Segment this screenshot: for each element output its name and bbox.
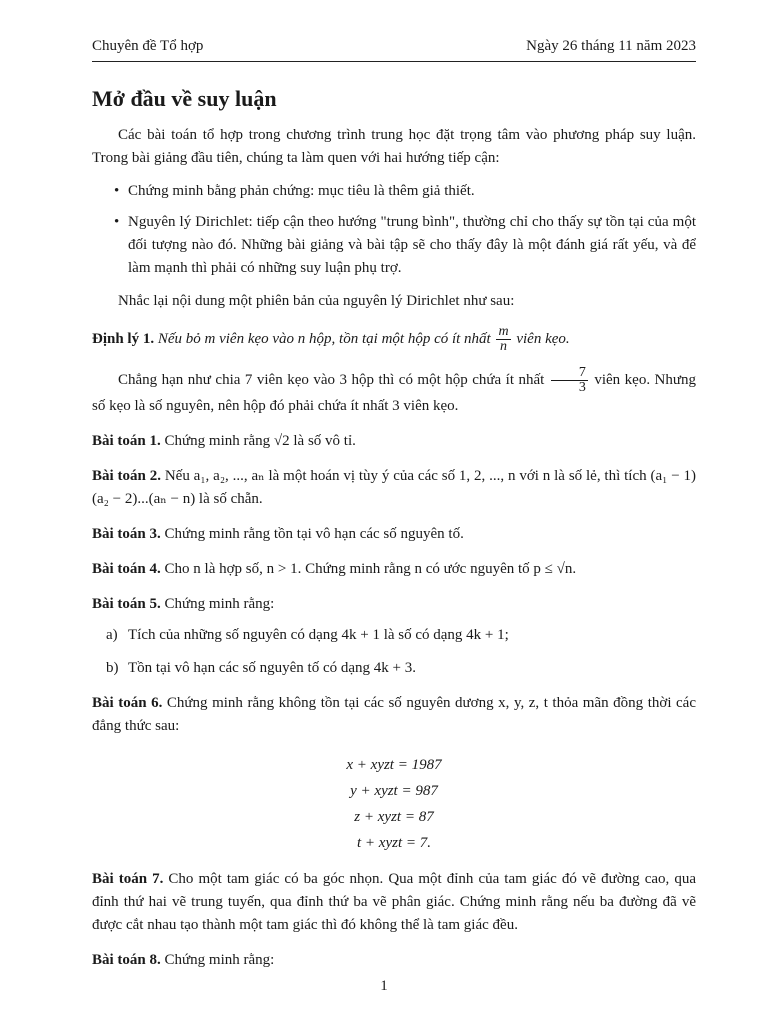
problem-label: Bài toán 7. <box>92 871 164 887</box>
intro-paragraph: Các bài toán tổ hợp trong chương trình trung học đặt trọng tâm vào phương pháp suy luận. Trong bài giảng đầu tiên, chúng ta làm quen với hai hướng tiếp cận: <box>92 127 696 166</box>
problem-text: Cho một tam giác có ba góc nhọn. Qua một đỉnh của tam giác đó vẽ đường cao, qua đỉnh thứ hai vẽ trung tuyến, qua đỉnh thứ ba vẽ phân giác. Chứng minh rằng nếu ba đường đã vẽ được cắt nhau tạo thành một tam giác thì đó không thể là tam giác đều. <box>92 871 697 933</box>
problem-5 <box>92 593 696 616</box>
problem-label: Bài toán 8. <box>92 952 161 968</box>
problem-2 <box>92 465 696 511</box>
equation: t + xyzt = 7. <box>357 835 431 851</box>
theorem-text: Nếu bỏ m viên kẹo vào n hộp, tồn tại một hộp có ít nhất <box>157 330 491 347</box>
list-item: • Nguyên lý Dirichlet: tiếp cận theo hướng "trung bình", thường chỉ cho thấy sự tồn tại của một đối tượng nào đó. Những bài giảng và bài tập sẽ cho thấy đây là một đánh giá rất yếu, và để làm mạnh thì phải có những suy luận phụ trợ. <box>92 211 696 280</box>
equation: x + xyzt = 1987 <box>346 757 442 773</box>
problem-label: Bài toán 4. <box>92 561 161 577</box>
problem-label: Bài toán 2. <box>92 468 161 484</box>
theorem-1 <box>92 325 696 354</box>
list-item: • Chứng minh bằng phản chứng: mục tiêu là thêm giả thiết. <box>92 180 696 203</box>
header-right: Ngày 26 tháng 11 năm 2023 <box>526 38 696 54</box>
section-title: Mở đầu về suy luận <box>92 86 277 111</box>
problem-text: Chứng minh rằng √2 là số vô tỉ. <box>164 433 356 449</box>
page-number: 1 <box>380 978 388 994</box>
problem-text: Chứng minh rằng không tồn tại các số nguyên dương x, y, z, t thỏa mãn đồng thời các đẳng thức sau: <box>92 695 697 734</box>
problem-3 <box>92 523 696 546</box>
problem-text: Chứng minh rằng: <box>164 952 275 968</box>
problem-4 <box>92 558 696 581</box>
list-item: b) Tồn tại vô hạn các số nguyên tố có dạng 4k + 3. <box>106 660 416 676</box>
example-paragraph: Chẳng hạn như chia 7 viên kẹo vào 3 hộp thì có một hộp chứa ít nhất $\frac{7}{3}$ viên kẹo. Nhưng số kẹo là số nguyên, nên hộp đó phải chứa ít nhất 3 viên kẹo. <box>92 365 697 414</box>
problem-text: Cho n là hợp số, n > 1. Chứng minh rằng n có ước nguyên tố p ≤ √n. <box>164 561 577 577</box>
problem-5-items <box>92 624 696 680</box>
problem-6 <box>92 692 696 738</box>
bullet-icon: • <box>114 214 120 230</box>
problem-text: Chứng minh rằng: <box>164 596 275 612</box>
bullet-icon: • <box>114 183 120 199</box>
problem-7 <box>92 868 696 937</box>
problem-1 <box>92 430 696 453</box>
problem-label: Bài toán 5. <box>92 596 161 612</box>
problem-label: Bài toán 1. <box>92 433 161 449</box>
equation: z + xyzt = 87 <box>354 809 434 825</box>
approach-list <box>92 180 696 280</box>
example-fraction: $\frac{7}{3}$ <box>551 366 588 395</box>
theorem-text-after: viên kẹo. <box>516 330 570 347</box>
list-item: a) Tích của những số nguyên có dạng 4k + 1 là số có dạng 4k + 1; <box>106 627 509 643</box>
problem-label: Bài toán 3. <box>92 526 161 542</box>
problem-8 <box>92 949 696 972</box>
problem-label: Bài toán 6. <box>92 695 163 711</box>
recall-paragraph: Nhắc lại nội dung một phiên bản của nguyên lý Dirichlet như sau: <box>118 293 515 309</box>
equation: y + xyzt = 987 <box>350 783 438 799</box>
theorem-label: Định lý 1. <box>92 330 155 347</box>
theorem-fraction: $\frac{m}{n}$ <box>498 324 509 354</box>
problem-text: Chứng minh rằng tồn tại vô hạn các số nguyên tố. <box>164 526 464 542</box>
header-left: Chuyên đề Tổ hợp <box>92 38 204 54</box>
equation-system <box>92 752 696 856</box>
problem-text: Nếu a₁, a₂, ..., aₙ là một hoán vị tùy ý của các số 1, 2, ..., n với n là số lẻ, thì tích (a₁ − 1)(a₂ − 2)...(aₙ − n) là số chẵn. <box>92 468 696 507</box>
page-content <box>92 84 696 972</box>
page-header <box>92 38 696 62</box>
